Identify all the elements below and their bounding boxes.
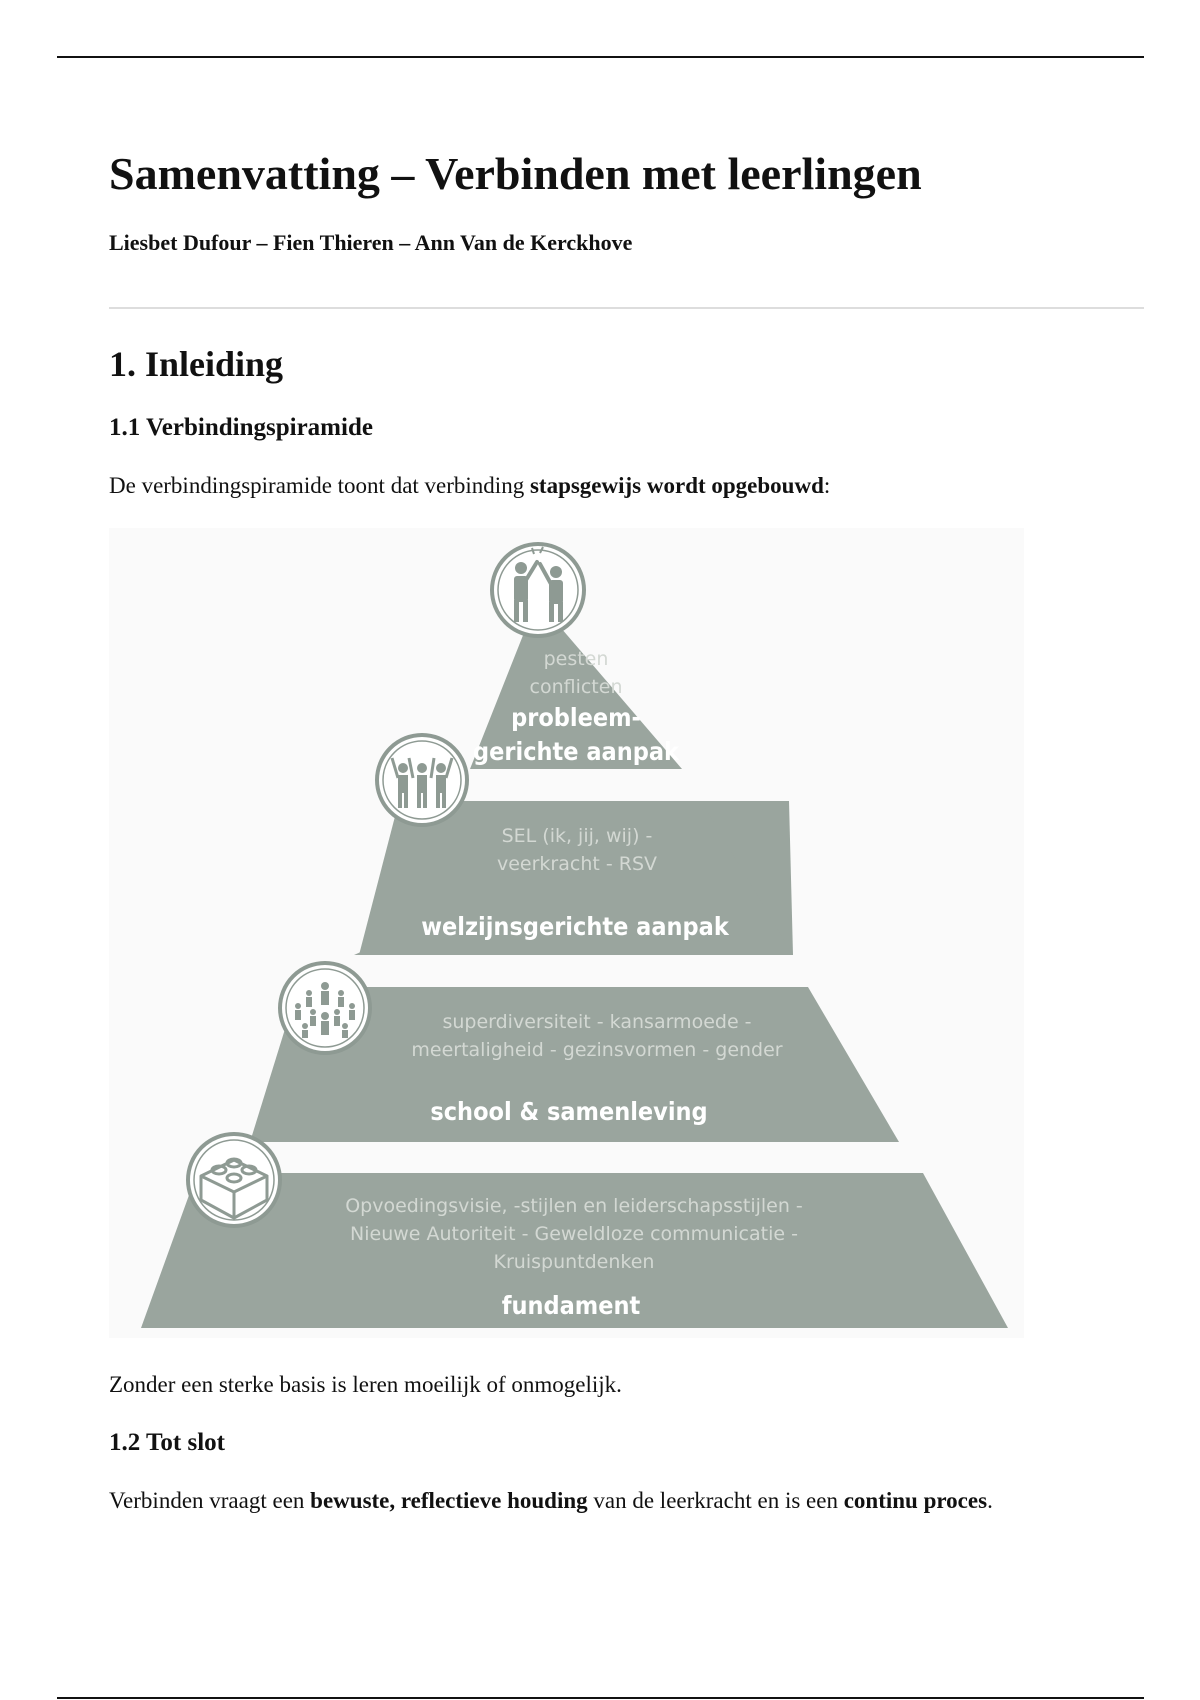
closing-period: . [987, 1488, 993, 1513]
level-1-sub2: conflicten [529, 676, 623, 698]
title-separator [109, 307, 1144, 309]
subheading-tot-slot: 1.2 Tot slot [109, 1429, 226, 1456]
level-4-sub3: Kruispuntdenken [493, 1251, 655, 1273]
section-heading-inleiding: 1. Inleiding [109, 344, 284, 384]
level-2-sub1: SEL (ik, jij, wij) - [501, 825, 653, 847]
handshake-people-icon [492, 544, 584, 636]
bottom-rule [57, 1697, 1144, 1699]
closing-emphasis-1: bewuste, reflectieve houding [310, 1488, 588, 1513]
level-4-main1: fundament [501, 1291, 641, 1320]
intro-text: De verbindingspiramide toont dat verbinding [109, 473, 530, 498]
level-4-sub1: Opvoedingsvisie, -stijlen en leiderschapsstijlen - [345, 1195, 803, 1217]
level-1-main2: gerichte aanpak [473, 737, 679, 766]
level-3-main1: school & samenleving [430, 1097, 708, 1126]
level-1-main1: probleem- [511, 703, 641, 732]
group-cheering-icon [377, 735, 467, 825]
document-title: Samenvatting – Verbinden met leerlingen [109, 148, 922, 199]
intro-emphasis: stapsgewijs wordt opgebouwd [529, 473, 824, 498]
closing-emphasis-2: continu proces [843, 1488, 988, 1513]
intro-paragraph [109, 471, 830, 501]
top-rule [57, 56, 1144, 58]
subheading-verbindingspiramide: 1.1 Verbindingspiramide [109, 414, 373, 441]
closing-text-1: Verbinden vraagt een [109, 1488, 311, 1513]
intro-colon: : [823, 473, 831, 498]
level-4-sub2: Nieuwe Autoriteit - Geweldloze communicatie - [350, 1223, 798, 1245]
verbindingspiramide-figure [109, 528, 1024, 1338]
level-3-sub2: meertaligheid - gezinsvormen - gender [411, 1039, 783, 1061]
crowd-diversity-icon [280, 963, 370, 1053]
level-1-sub1: pesten [543, 648, 609, 670]
level-2-sub2: veerkracht - RSV [496, 853, 658, 875]
after-figure-paragraph: Zonder een sterke basis is leren moeilijk of onmogelijk. [109, 1372, 622, 1397]
closing-paragraph [109, 1486, 993, 1516]
level-3-sub1: superdiversiteit - kansarmoede - [442, 1011, 752, 1033]
closing-text-2: van de leerkracht en is een [587, 1488, 844, 1513]
authors-line: Liesbet Dufour – Fien Thieren – Ann Van de Kerckhove [109, 230, 633, 255]
building-block-icon [188, 1134, 280, 1226]
level-2-main1: welzijnsgerichte aanpak [421, 912, 729, 941]
